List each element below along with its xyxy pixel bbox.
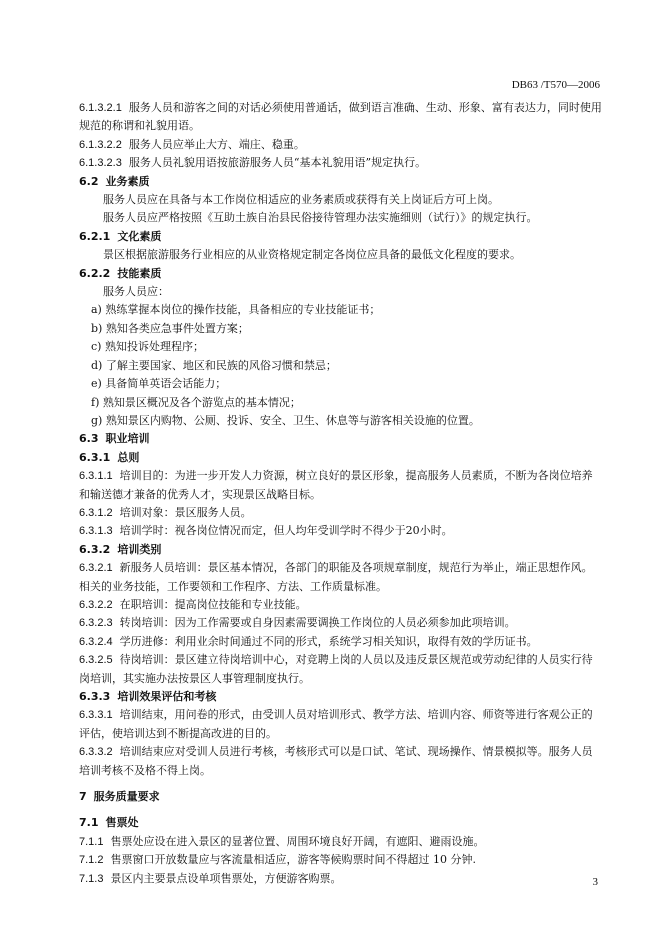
clause bbox=[79, 559, 603, 596]
clause bbox=[79, 467, 603, 504]
clause bbox=[79, 633, 603, 651]
section-heading bbox=[79, 541, 603, 559]
paragraph: 服务人员应严格按照《互助土族自治县民俗接待管理办法实施细则（试行）》的规定执行。 bbox=[103, 211, 538, 225]
section-heading bbox=[79, 265, 603, 283]
clause-number: 6.3.3.1 bbox=[79, 709, 113, 722]
clause bbox=[79, 154, 603, 172]
paragraph: 服务人员应： bbox=[103, 285, 169, 299]
clause bbox=[79, 651, 603, 688]
clause-number: 6.3.2.1 bbox=[79, 562, 113, 575]
clause-text: 新服务人员培训：景区基本情况，各部门的职能及各项规章制度，规范行为举止，端正思想作风。相关的业务技能，工作要领和工作程序、方法、工作质量标准。 bbox=[79, 561, 593, 593]
clause-text: 培训结束，用问卷的形式，由受训人员对培训形式、教学方法、培训内容、师资等进行客观公正的评估，使培训达到不断提高改进的目的。 bbox=[79, 708, 593, 740]
clause-text: 在职培训：提高岗位技能和专业技能。 bbox=[119, 597, 307, 611]
heading-text: 培训效果评估和考核 bbox=[117, 690, 217, 703]
heading-text: 服务质量要求 bbox=[93, 790, 160, 804]
standard-number-header: DB63 /T570—2006 bbox=[511, 79, 600, 91]
clause-number: 6.3.2 bbox=[79, 542, 111, 556]
clause bbox=[79, 136, 603, 154]
clause bbox=[79, 833, 603, 851]
clause-number: 6.3.2.5 bbox=[79, 654, 113, 667]
clause-number: 7.1.1 bbox=[79, 835, 104, 848]
section-heading bbox=[79, 173, 603, 191]
list-item: d) 了解主要国家、地区和民族的风俗习惯和禁忌； bbox=[91, 358, 337, 372]
clause-number: 7.1.3 bbox=[79, 872, 104, 885]
clause-text: 培训目的：为进一步开发人力资源，树立良好的景区形象，提高服务人员素质，不断为各岗位培养和输送德才兼备的优秀人才，实现景区战略目标。 bbox=[79, 469, 593, 501]
heading-text: 技能素质 bbox=[117, 266, 162, 280]
clause-text: 售票处应设在进入景区的显著位置、周围环境良好开阔，有遮阳、避雨设施。 bbox=[110, 834, 485, 848]
clause bbox=[79, 706, 603, 743]
section-heading bbox=[79, 449, 603, 467]
paragraph: 服务人员应在具备与本工作岗位相适应的业务素质或获得有关上岗证后方可上岗。 bbox=[103, 193, 499, 207]
clause-number: 7.1 bbox=[79, 816, 99, 830]
clause-number: 6.3.3.2 bbox=[79, 746, 113, 759]
heading-text: 文化素质 bbox=[117, 229, 162, 243]
clause-text: 景区内主要景点设单项售票处，方便游客购票。 bbox=[110, 871, 342, 885]
paragraph: 景区根据旅游服务行业相应的从业资格规定制定各岗位应具备的最低文化程度的要求。 bbox=[103, 248, 521, 262]
clause-number: 6.3.1.3 bbox=[79, 525, 113, 538]
clause-number: 6.3.3 bbox=[79, 690, 111, 703]
clause-number: 6.1.3.2.1 bbox=[79, 102, 122, 114]
clause-number: 6.3.1.2 bbox=[79, 506, 113, 519]
clause-number: 6.1.3.2.3 bbox=[79, 157, 122, 170]
list-item: c) 熟知投诉处理程序； bbox=[91, 340, 204, 354]
clause-number: 6.3.2.3 bbox=[79, 617, 113, 630]
clause-text: 待岗培训：景区建立待岗培训中心，对竞聘上岗的人员以及违反景区规范或劳动纪律的人员实行待岗培训，其实施办法按景区人事管理制度执行。 bbox=[79, 653, 593, 685]
clause-number: 6.2.2 bbox=[79, 266, 111, 280]
clause bbox=[79, 851, 603, 869]
clause-number: 6.2.1 bbox=[79, 229, 111, 243]
clause-text: 培训结束应对受训人员进行考核，考核形式可以是口试、笔试、现场操作、情景模拟等。服务人员培训考核不及格不得上岗。 bbox=[79, 745, 593, 777]
clause-text: 服务人员礼貌用语按旅游服务人员“基本礼貌用语”规定执行。 bbox=[128, 156, 427, 170]
document-body bbox=[79, 99, 603, 888]
list-item: g) 熟知景区内购物、公厕、投诉、安全、卫生、休息等与游客相关设施的位置。 bbox=[91, 413, 480, 427]
clause-text: 服务人员和游客之间的对话必须使用普通话，做到语言准确、生动、形象、富有表达力，同时使用规范的称谓和礼貌用语。 bbox=[79, 101, 602, 133]
clause-text: 售票窗口开放数量应与客流量相适应，游客等候购票时间不得超过 10 分钟. bbox=[110, 853, 476, 867]
clause-text: 学历进修：利用业余时间通过不同的形式，系统学习相关知识，取得有效的学历证书。 bbox=[119, 634, 538, 648]
clause-text: 培训学时：视各岗位情况而定，但人均年受训学时不得少于20小时。 bbox=[119, 524, 453, 538]
section-gap bbox=[79, 780, 603, 788]
section-heading bbox=[79, 814, 603, 832]
clause bbox=[79, 743, 603, 780]
heading-text: 职业培训 bbox=[105, 432, 150, 446]
clause-number: 6.2 bbox=[79, 174, 99, 188]
clause bbox=[79, 870, 603, 888]
list-item: a) 熟练掌握本岗位的操作技能，具备相应的专业技能证书； bbox=[91, 303, 381, 317]
heading-text: 售票处 bbox=[105, 816, 139, 830]
clause bbox=[79, 522, 603, 540]
clause-number: 7 bbox=[79, 790, 87, 804]
section-heading bbox=[79, 688, 603, 706]
clause bbox=[79, 614, 603, 632]
section-heading bbox=[79, 228, 603, 246]
list-item: f) 熟知景区概况及各个游览点的基本情况； bbox=[91, 395, 301, 409]
section-heading bbox=[79, 430, 603, 448]
clause-number: 6.1.3.2.2 bbox=[79, 138, 122, 151]
list-item: b) 熟知各类应急事件处置方案； bbox=[91, 321, 249, 335]
clause-text: 服务人员应举止大方、端庄、稳重。 bbox=[128, 137, 305, 151]
heading-text: 业务素质 bbox=[105, 174, 150, 188]
section-heading bbox=[79, 788, 603, 806]
list-item: e) 具备简单英语会话能力； bbox=[91, 377, 227, 391]
page-number: 3 bbox=[592, 876, 598, 888]
clause bbox=[79, 596, 603, 614]
clause-number: 6.3.1 bbox=[79, 450, 111, 464]
clause-number: 6.3 bbox=[79, 432, 99, 446]
clause-number: 6.3.1.1 bbox=[79, 470, 113, 483]
clause-text: 培训对象：景区服务人员。 bbox=[119, 505, 252, 519]
clause-number: 6.3.2.2 bbox=[79, 598, 113, 611]
clause-text: 转岗培训：因为工作需要或自身因素需要调换工作岗位的人员必须参加此项培训。 bbox=[119, 616, 516, 630]
clause-number: 6.3.2.4 bbox=[79, 635, 113, 648]
heading-text: 培训类别 bbox=[117, 542, 162, 556]
clause bbox=[79, 99, 603, 136]
clause-number: 7.1.2 bbox=[79, 854, 104, 867]
clause bbox=[79, 504, 603, 522]
heading-text: 总则 bbox=[117, 450, 140, 464]
